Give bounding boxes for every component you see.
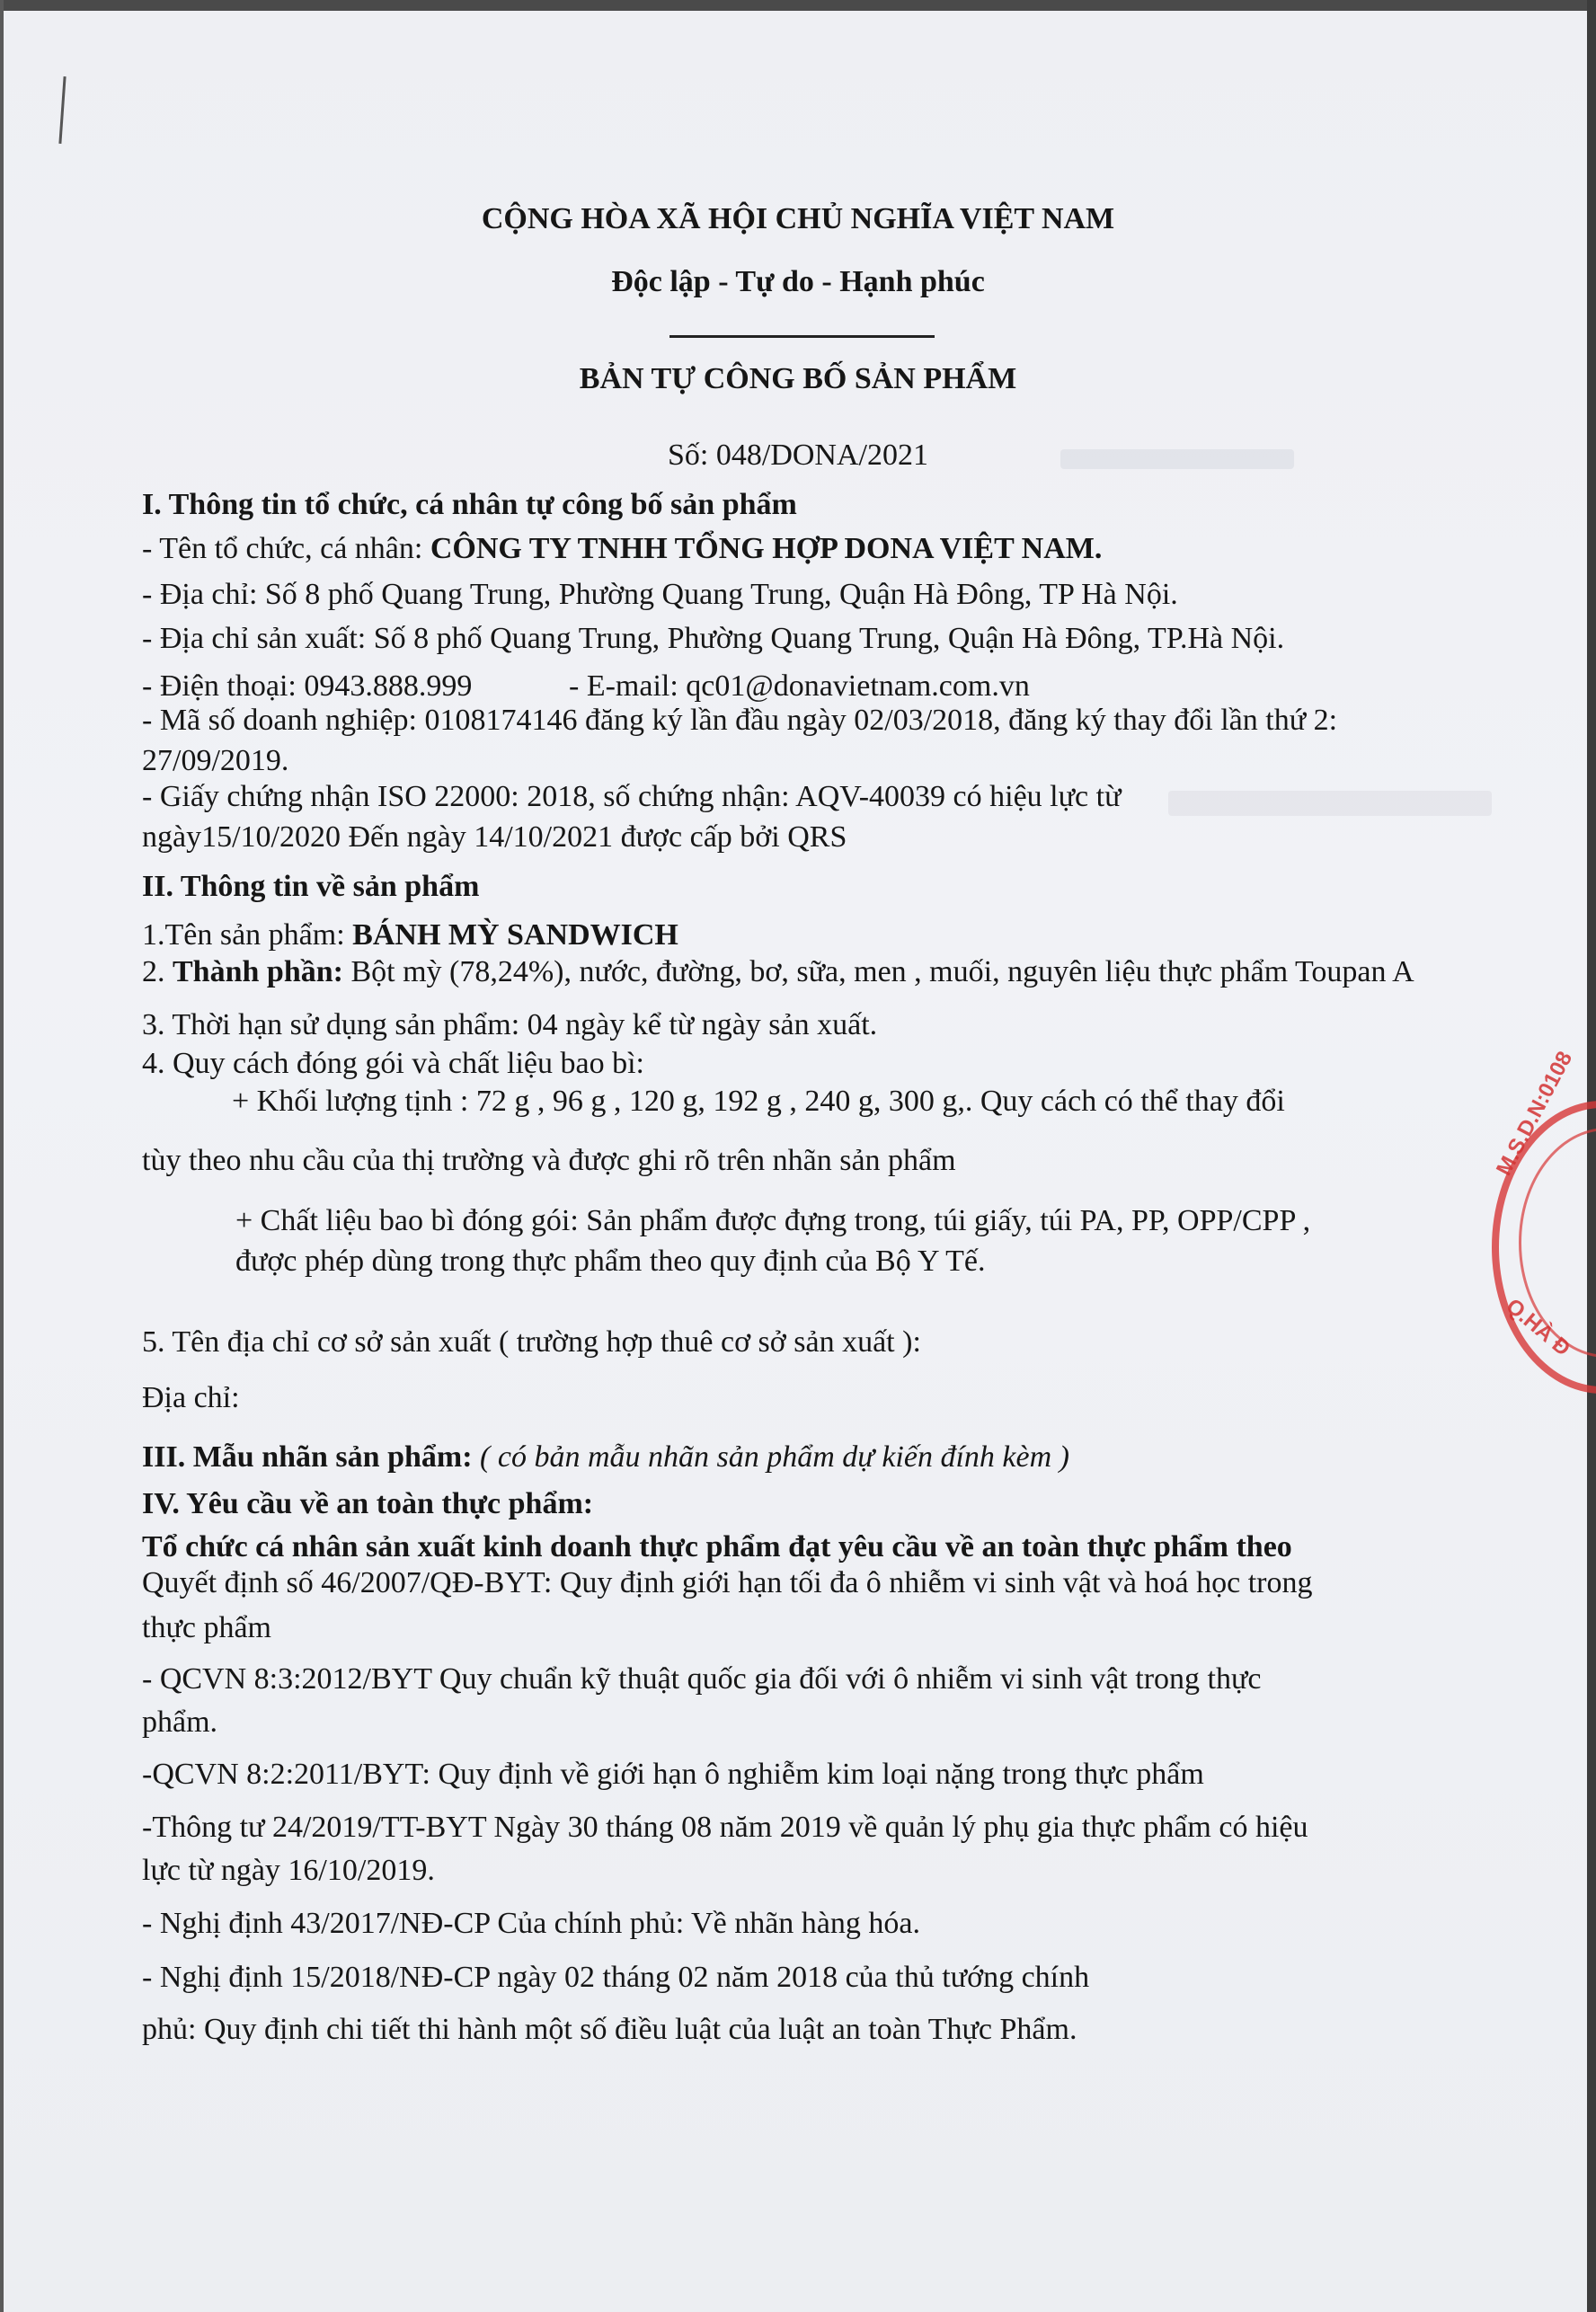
ingredients-prefix: 2.	[142, 955, 173, 988]
circular-24-line-1: -Thông tư 24/2019/TT-BYT Ngày 30 tháng 08 năm 2019 về quản lý phụ gia thực phẩm có hiệu	[142, 1811, 1308, 1844]
section-2-heading: II. Thông tin về sản phẩm	[142, 870, 480, 903]
qcvn-8-2: -QCVN 8:2:2011/BYT: Quy định về giới hạn ô nghiễm kim loại nặng trong thực phẩm	[142, 1758, 1204, 1791]
national-title: CỘNG HÒA XÃ HỘI CHỦ NGHĨA VIỆT NAM	[481, 202, 1115, 235]
decision-46-line-1: Quyết định số 46/2007/QĐ-BYT: Quy định giới hạn tối đa ô nhiễm vi sinh vật và hoá học trong	[142, 1566, 1313, 1599]
circular-24-line-2: lực từ ngày 16/10/2019.	[142, 1854, 435, 1887]
email: - E-mail: qc01@donavietnam.com.vn	[569, 669, 1030, 703]
org-name-label: - Tên tổ chức, cá nhân:	[142, 532, 430, 565]
page-left-edge	[0, 0, 4, 2312]
decision-46-line-2: thực phẩm	[142, 1611, 272, 1644]
motto-underline	[669, 335, 935, 338]
decree-15-line-2: phủ: Quy định chi tiết thi hành một số điều luật của luật an toàn Thực Phẩm.	[142, 2013, 1077, 2046]
stamp-text-top: M.S.D.N:0108	[1492, 1047, 1578, 1180]
section-3-note: ( có bản mẫu nhãn sản phẩm dự kiến đính kèm )	[480, 1440, 1069, 1474]
material-line-1: + Chất liệu bao bì đóng gói: Sản phẩm được đựng trong, túi giấy, túi PA, PP, OPP/CPP ,	[235, 1204, 1311, 1237]
pen-mark	[58, 76, 66, 144]
product-name-line	[142, 918, 678, 952]
product-name: BÁNH MỲ SANDWICH	[352, 918, 678, 952]
ingredients-label: Thành phần:	[173, 955, 351, 988]
facility-address: Địa chỉ:	[142, 1381, 240, 1414]
document-title: BẢN TỰ CÔNG BỐ SẢN PHẨM	[579, 362, 1017, 395]
material-line-2: được phép dùng trong thực phẩm theo quy định của Bộ Y Tế.	[235, 1245, 986, 1278]
motto: Độc lập - Tự do - Hạnh phúc	[611, 265, 985, 298]
ingredients-text: Bột mỳ (78,24%), nước, đường, bơ, sữa, men , muối, nguyên liệu thực phẩm Toupan A	[350, 955, 1414, 988]
tax-code-line-1: - Mã số doanh nghiệp: 0108174146 đăng ký lần đầu ngày 02/03/2018, đăng ký thay đổi lần thứ 2:	[142, 704, 1338, 737]
qcvn-8-3-line-1: - QCVN 8:3:2012/BYT Quy chuẩn kỹ thuật quốc gia đối với ô nhiễm vi sinh vật trong thực	[142, 1662, 1262, 1696]
section-4-heading: IV. Yêu cầu về an toàn thực phẩm:	[142, 1487, 594, 1520]
shelf-life: 3. Thời hạn sử dụng sản phẩm: 04 ngày kể từ ngày sản xuất.	[142, 1008, 878, 1041]
net-weight-line-2: tùy theo nhu cầu của thị trường và được ghi rõ trên nhãn sản phẩm	[142, 1144, 956, 1177]
page-top-edge	[0, 0, 1596, 11]
iso-line-1: - Giấy chứng nhận ISO 22000: 2018, số chứng nhận: AQV-40039 có hiệu lực từ	[142, 780, 1122, 813]
section-3-heading: III. Mẫu nhãn sản phẩm:	[142, 1440, 481, 1474]
section-1-heading: I. Thông tin tổ chức, cá nhân tự công bố sản phẩm	[142, 488, 797, 521]
bleed-through-mark	[1168, 791, 1492, 816]
ingredients-line	[142, 955, 1414, 989]
org-name-line	[142, 532, 1102, 566]
address: - Địa chỉ: Số 8 phố Quang Trung, Phường Quang Trung, Quận Hà Đông, TP Hà Nội.	[142, 578, 1178, 611]
document-number: Số: 048/DONA/2021	[668, 438, 928, 472]
decree-43: - Nghị định 43/2017/NĐ-CP Của chính phủ: Về nhãn hàng hóa.	[142, 1907, 920, 1940]
phone: - Điện thoại: 0943.888.999	[142, 669, 473, 703]
decree-15-line-1: - Nghị định 15/2018/NĐ-CP ngày 02 tháng 02 năm 2018 của thủ tướng chính	[142, 1961, 1090, 1994]
net-weight-line-1: + Khối lượng tịnh : 72 g , 96 g , 120 g, 192 g , 240 g, 300 g,. Quy cách có thể thay đổi	[232, 1085, 1285, 1118]
production-address: - Địa chỉ sản xuất: Số 8 phố Quang Trung, Phường Quang Trung, Quận Hà Đông, TP.Hà Nội.	[142, 622, 1285, 655]
tax-code-line-2: 27/09/2019.	[142, 744, 289, 777]
product-name-label: 1.Tên sản phẩm:	[142, 918, 353, 952]
org-name: CÔNG TY TNHH TỔNG HỢP DONA VIỆT NAM.	[430, 532, 1103, 565]
section-4-intro: Tổ chức cá nhân sản xuất kinh doanh thực phẩm đạt yêu cầu về an toàn thực phẩm theo	[142, 1530, 1292, 1563]
packaging-heading: 4. Quy cách đóng gói và chất liệu bao bì:	[142, 1047, 644, 1080]
iso-line-2: ngày15/10/2020 Đến ngày 14/10/2021 được cấp bởi QRS	[142, 820, 847, 854]
stamp-text-bottom: Q.HÀ Đ	[1501, 1294, 1575, 1361]
facility: 5. Tên địa chỉ cơ sở sản xuất ( trường hợp thuê cơ sở sản xuất ):	[142, 1325, 921, 1359]
qcvn-8-3-line-2: phẩm.	[142, 1705, 218, 1739]
section-3-line	[142, 1440, 1069, 1475]
